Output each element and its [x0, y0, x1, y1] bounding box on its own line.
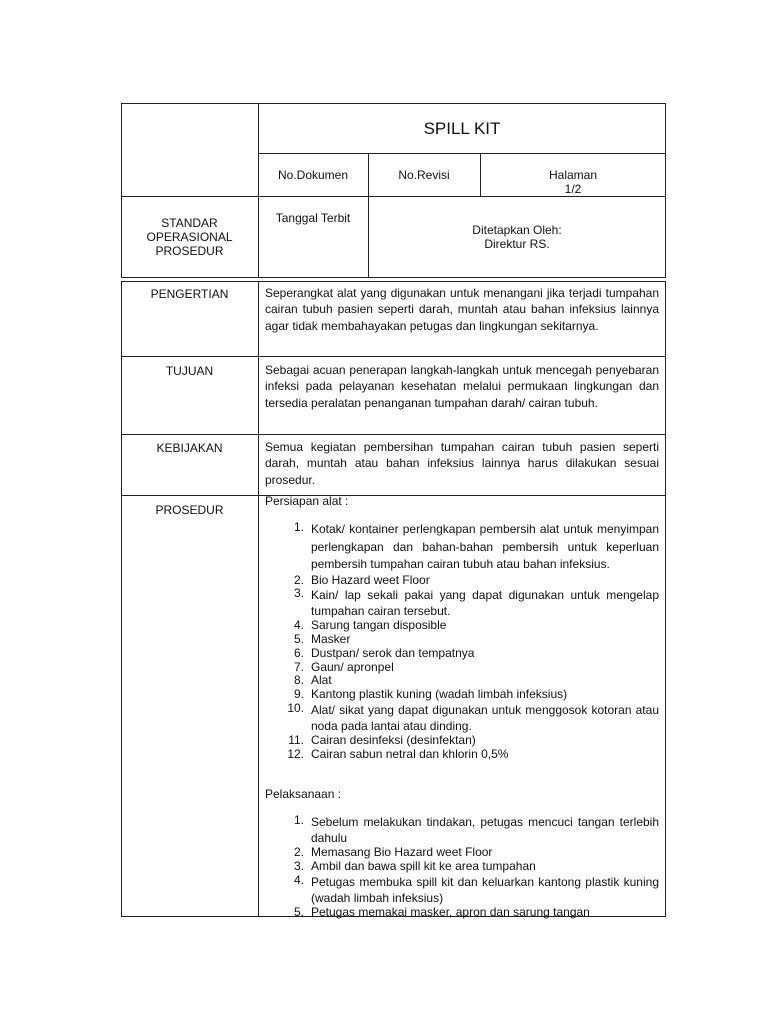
- no-revisi-label: No.Revisi: [398, 168, 450, 182]
- ditetapkan-value: Direktur RS.: [484, 237, 550, 251]
- row-divider-kebijakan: [121, 434, 666, 435]
- sop-label-line2: OPERASIONAL: [146, 230, 233, 244]
- body-right-border: [665, 281, 666, 917]
- header-mid-divider: [121, 196, 666, 197]
- tujuan-label: TUJUAN: [165, 364, 214, 378]
- list-item: 5. Masker: [293, 632, 351, 647]
- list-item: 6. Dustpan/ serok dan tempatnya: [293, 645, 475, 660]
- row-divider-tujuan: [121, 356, 666, 357]
- persiapan-list: [265, 521, 659, 762]
- list-item: 3. Kain/ lap sekali pakai yang dapat digunakan untuk mengelap tumpahan cairan tersebut.: [293, 586, 659, 619]
- list-item: 12. Cairan sabun netral dan khlorin 0,5%: [287, 746, 509, 761]
- pelaksanaan-heading: Pelaksanaan :: [265, 787, 342, 801]
- kebijakan-text: Semua kegiatan pembersihan tumpahan cairan tubuh pasien seperti darah, muntah atau bahan infeksius lainnya harus dilakukan sesuai prosedur.: [265, 440, 659, 487]
- list-item: 2. Memasang Bio Hazard weet Floor: [293, 845, 493, 859]
- list-item: 2. Bio Hazard weet Floor: [293, 572, 430, 587]
- kebijakan-label: KEBIJAKAN: [156, 441, 223, 455]
- list-item: 1. Kotak/ kontainer perlengkapan pembersih alat untuk menyimpan perlengkapan dan bahan-bahan pembersih untuk keperluan pembersih tumpahan cairan tubuh atau bahan infeksius.: [293, 520, 659, 571]
- header-bottom-border: [121, 277, 666, 278]
- sop-label-line1: STANDAR: [161, 216, 218, 230]
- list-item: 5. Petugas memakai masker, apron dan sarung tangan: [293, 904, 590, 919]
- body-top-border: [121, 281, 666, 282]
- header-top-border: [121, 103, 666, 104]
- prosedur-label: PROSEDUR: [155, 503, 224, 517]
- list-item: 1. Sebelum melakukan tindakan, petugas mencuci tangan terlebih dahulu: [293, 813, 659, 845]
- row-divider-prosedur: [121, 495, 666, 496]
- title-divider: [258, 153, 666, 154]
- list-item: 9. Kantong plastik kuning (wadah limbah infeksius): [293, 687, 568, 702]
- list-item: 10. Alat/ sikat yang dapat digunakan untuk menggosok kotoran atau noda pada lantai atau dinding.: [287, 701, 659, 734]
- sop-label-line3: PROSEDUR: [155, 244, 224, 258]
- list-item: 8. Alat: [293, 673, 332, 688]
- tujuan-text: Sebagai acuan penerapan langkah-langkah untuk mencegah penyebaran infeksi pada pelayanan kesehatan melalui permukaan lingkungan dan tersedia peralatan penanganan tumpahan darah/ cairan tubuh.: [265, 363, 659, 410]
- pengertian-label: PENGERTIAN: [150, 287, 229, 301]
- list-item: 4. Petugas membuka spill kit dan keluarkan kantong plastik kuning (wadah limbah infeksius): [293, 872, 659, 905]
- pelaksanaan-list: [265, 814, 659, 919]
- pengertian-text: Seperangkat alat yang digunakan untuk menangani jika terjadi tumpahan cairan tubuh pasien seperti darah, muntah atau bahan infeksius lainnya agar tidak membahayakan petugas dan lingkungan sekitarnya.: [265, 286, 659, 333]
- list-item: 4. Sarung tangan disposible: [293, 618, 447, 633]
- ditetapkan-label: Ditetapkan Oleh:: [472, 223, 562, 237]
- halaman-label: Halaman: [548, 168, 598, 182]
- list-item: 3. Ambil dan bawa spill kit ke area tumpahan: [293, 858, 536, 873]
- list-item: 11. Cairan desinfeksi (desinfektan): [288, 733, 476, 748]
- body-col-divider: [258, 281, 259, 917]
- document-title: SPILL KIT: [423, 119, 501, 138]
- list-item: 7. Gaun/ apronpel: [293, 659, 394, 674]
- halaman-value: 1/2: [564, 182, 582, 196]
- tanggal-terbit-label: Tanggal Terbit: [275, 211, 351, 225]
- no-dokumen-label: No.Dokumen: [277, 168, 349, 182]
- persiapan-heading: Persiapan alat :: [265, 494, 349, 508]
